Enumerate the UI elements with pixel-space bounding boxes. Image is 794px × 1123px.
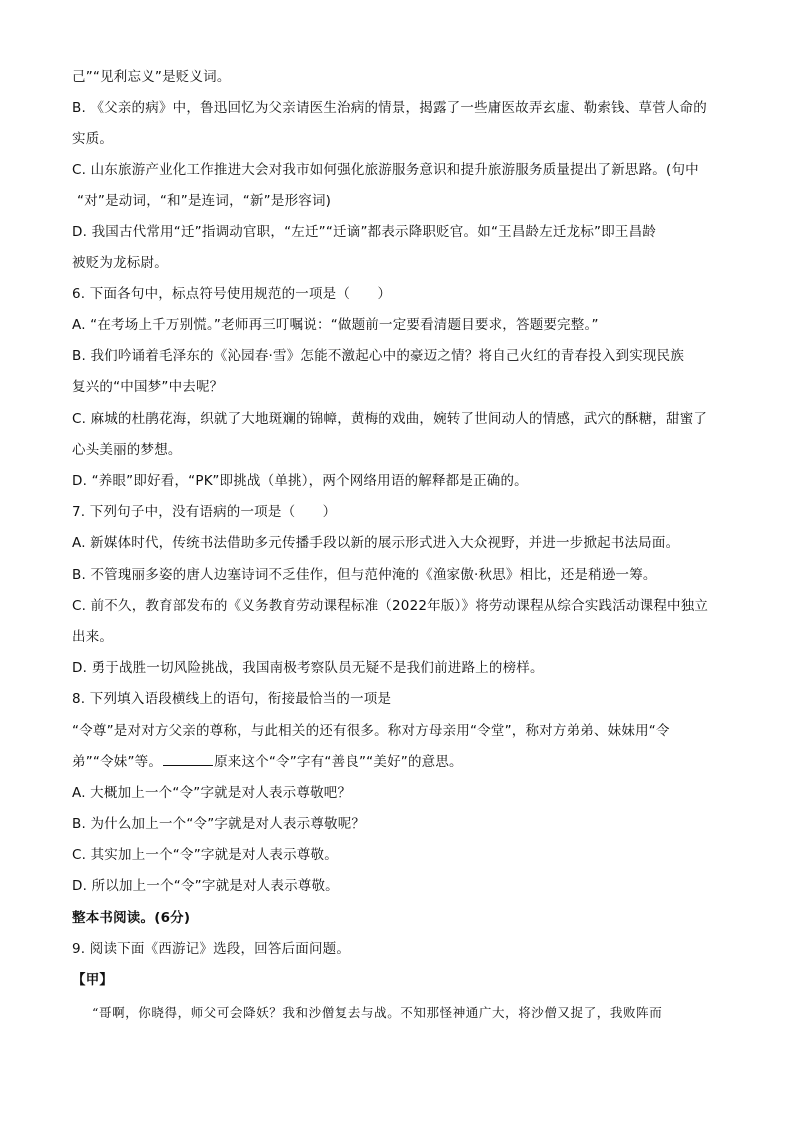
question-8-stem: 8. 下列填入语段横线上的语句，衔接最恰当的一项是 <box>72 691 392 707</box>
option-b-line: B. 不管瑰丽多姿的唐人边塞诗词不乏佳作，但与范仲淹的《渔家傲·秋思》相比，还是稍逊一筹。 <box>72 567 657 583</box>
option-c-line: C. 前不久，教育部发布的《义务教育劳动课程标准（2022年版）》将劳动课程从综合实践活动课程中独立 <box>72 598 709 614</box>
passage-text-after-blank: 原来这个“令”字有“善良”“美好”的意思。 <box>214 754 463 770</box>
text-line: “对”是动词，“和”是连词，“新”是形容词) <box>77 193 332 209</box>
excerpt-passage-line: “哥啊，你晓得，师父可会降妖？我和沙僧复去与战。不知那怪神通广大，将沙僧又捉了，我败阵而 <box>92 1005 663 1020</box>
option-b-line: B. 为什么加上一个“令”字就是对人表示尊敬呢？ <box>72 816 366 832</box>
fill-in-blank <box>163 753 213 766</box>
text-line: 复兴的“中国梦”中去呢？ <box>72 379 224 395</box>
section-heading: 整本书阅读。(6分) <box>72 910 191 926</box>
option-d-line: D. 勇于战胜一切风险挑战，我国南极考察队员无疑不是我们前进路上的榜样。 <box>72 660 544 676</box>
option-a-line: A. 新媒体时代，传统书法借助多元传播手段以新的展示形式进入大众视野，并进一步掀起书法局面。 <box>72 535 680 551</box>
option-b-line: B. 《父亲的病》中，鲁迅回忆为父亲请医生治病的情景，揭露了一些庸医故弄玄虚、勒索钱、草菅人命的 <box>72 100 707 116</box>
option-d-line: D. 所以加上一个“令”字就是对人表示尊敬。 <box>72 878 339 894</box>
text-line: 己”“见利忘义”是贬义词。 <box>72 69 231 85</box>
question-7-stem: 7. 下列句子中，没有语病的一项是（ ） <box>72 504 337 520</box>
text-line: 被贬为龙标尉。 <box>72 255 168 271</box>
question-8-passage-line: “令尊”是对对方父亲的尊称，与此相关的还有很多。称对方母亲用“令堂”，称对方弟弟、妹妹用“令 <box>72 723 670 739</box>
question-6-stem: 6. 下面各句中，标点符号使用规范的一项是（ ） <box>72 286 392 302</box>
option-a-line: A. 大概加上一个“令”字就是对人表示尊敬吧？ <box>72 785 352 801</box>
text-line: 心头美丽的梦想。 <box>72 442 182 458</box>
text-line: 出来。 <box>72 629 114 645</box>
option-d-line: D. 我国古代常用“迁”指调动官职，“左迁”“迁谪”都表示降职贬官。如“王昌龄左迁龙标”即王昌龄 <box>72 224 657 240</box>
question-8-passage-line <box>72 753 463 771</box>
question-9-stem: 9. 阅读下面《西游记》选段，回答后面问题。 <box>72 941 351 957</box>
option-c-line: C. 麻城的杜鹃花海，织就了大地斑斓的锦幛，黄梅的戏曲，婉转了世间动人的情感，武穴的酥糖，甜蜜了 <box>72 411 708 427</box>
text-line: 实质。 <box>72 131 114 147</box>
option-d-line: D. “养眼”即好看，“PK”即挑战（单挑），两个网络用语的解释都是正确的。 <box>72 473 528 489</box>
option-a-line: A. “在考场上千万别慌。”老师再三叮嘱说：“做题前一定要看清题目要求，答题要完整。” <box>72 317 599 333</box>
option-c-line: C. 山东旅游产业化工作推进大会对我市如何强化旅游服务意识和提升旅游服务质量提出了新思路。(句中 <box>72 162 699 178</box>
passage-text-before-blank: 弟”“令妹”等。 <box>72 754 163 770</box>
option-b-line: B. 我们吟诵着毛泽东的《沁园春·雪》怎能不激起心中的豪迈之情？将自己火红的青春投入到实现民族 <box>72 348 685 364</box>
option-c-line: C. 其实加上一个“令”字就是对人表示尊敬。 <box>72 847 338 863</box>
passage-label: 【甲】 <box>72 972 114 988</box>
